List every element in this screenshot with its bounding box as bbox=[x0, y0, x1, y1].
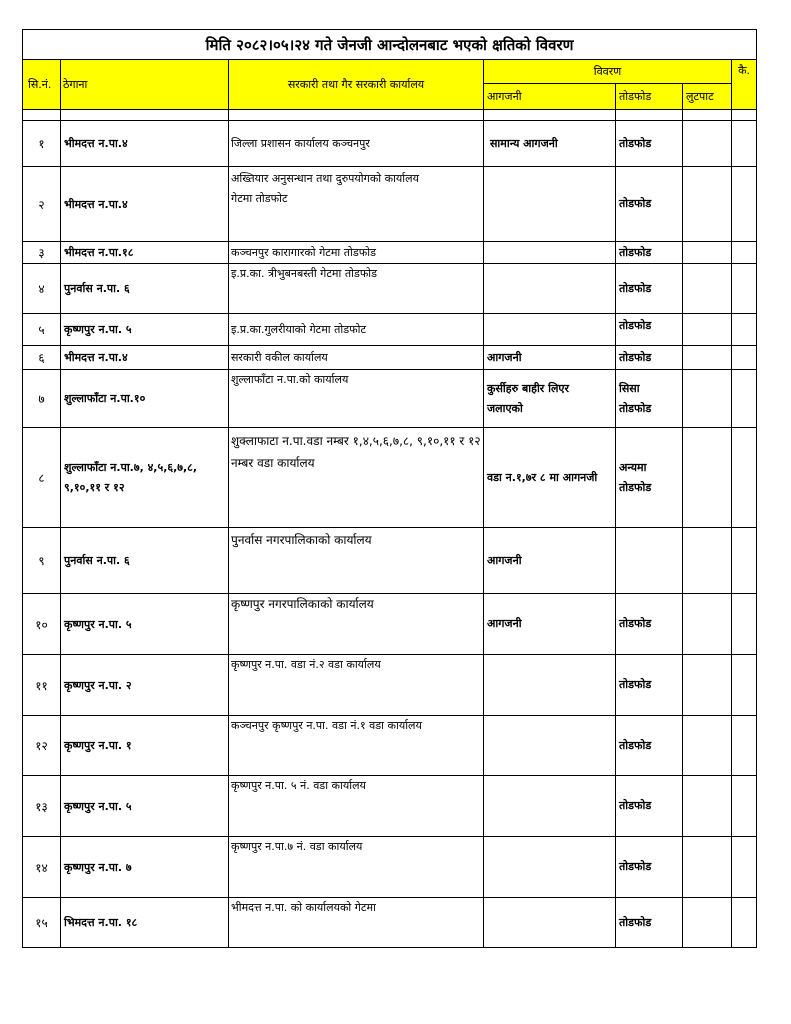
row-address: भिमदत्त न.पा. १८ bbox=[61, 898, 229, 948]
row-office: कृष्णपुर न.पा. ५ नं. वडा कार्यालय bbox=[229, 776, 484, 837]
table-row bbox=[23, 314, 757, 346]
row-arson: कुर्सीहरु बाहीर लिएर जलाएको bbox=[484, 370, 616, 428]
row-looting bbox=[683, 898, 732, 948]
damage-table bbox=[22, 29, 757, 948]
header-remarks: कै. bbox=[732, 60, 757, 110]
row-vandalism: तोडफोड bbox=[616, 242, 683, 264]
table-row bbox=[23, 242, 757, 264]
report-title: मिति २०८२।०५।२४ गते जेनजी आन्दोलनबाट भएको क्षतिको विवरण bbox=[23, 30, 757, 60]
row-looting bbox=[683, 314, 732, 346]
row-serial: ९ bbox=[23, 528, 61, 594]
row-serial: २ bbox=[23, 167, 61, 242]
row-serial: १ bbox=[23, 121, 61, 167]
table-row bbox=[23, 121, 757, 167]
row-serial: ५ bbox=[23, 314, 61, 346]
row-serial: १३ bbox=[23, 776, 61, 837]
row-serial: ७ bbox=[23, 370, 61, 428]
row-arson: आगजनी bbox=[484, 594, 616, 655]
row-remarks bbox=[732, 346, 757, 370]
row-looting bbox=[683, 428, 732, 528]
row-looting bbox=[683, 776, 732, 837]
row-serial: १२ bbox=[23, 716, 61, 776]
row-looting bbox=[683, 167, 732, 242]
row-vandalism: तोडफोड bbox=[616, 264, 683, 314]
row-looting bbox=[683, 264, 732, 314]
row-looting bbox=[683, 528, 732, 594]
row-arson bbox=[484, 314, 616, 346]
row-office: कञ्चनपुर कृष्णपुर न.पा. वडा नं.१ वडा कार्यालय bbox=[229, 716, 484, 776]
row-vandalism: तोडफोड bbox=[616, 898, 683, 948]
row-serial: ६ bbox=[23, 346, 61, 370]
row-office: इ.प्र.का. त्रीभुबनबस्ती गेटमा तोडफोड bbox=[229, 264, 484, 314]
row-remarks bbox=[732, 716, 757, 776]
row-serial: ११ bbox=[23, 655, 61, 716]
row-vandalism: तोडफोड bbox=[616, 594, 683, 655]
header-serial-number: सि.नं. bbox=[23, 60, 61, 110]
row-remarks bbox=[732, 655, 757, 716]
row-remarks bbox=[732, 528, 757, 594]
table-row bbox=[23, 346, 757, 370]
row-looting bbox=[683, 346, 732, 370]
table-row bbox=[23, 837, 757, 898]
row-address: कृष्णपुर न.पा. २ bbox=[61, 655, 229, 716]
table-row bbox=[23, 528, 757, 594]
row-vandalism: तोडफोड bbox=[616, 346, 683, 370]
row-remarks bbox=[732, 898, 757, 948]
row-vandalism: तोडफोड bbox=[616, 776, 683, 837]
table-row bbox=[23, 428, 757, 528]
row-serial: ८ bbox=[23, 428, 61, 528]
row-looting bbox=[683, 370, 732, 428]
row-office: अख्तियार अनुसन्धान तथा दुरुपयोगको कार्यालय गेटमा तोडफोट bbox=[229, 167, 484, 242]
row-address: भीमदत्त न.पा.४ bbox=[61, 121, 229, 167]
table-row bbox=[23, 264, 757, 314]
row-vandalism: तोडफोड bbox=[616, 167, 683, 242]
table-row bbox=[23, 167, 757, 242]
row-vandalism: तोडफोड bbox=[616, 716, 683, 776]
row-remarks bbox=[732, 428, 757, 528]
table-row bbox=[23, 898, 757, 948]
row-arson bbox=[484, 655, 616, 716]
header-vandalism: तोडफोड bbox=[616, 83, 683, 109]
row-remarks bbox=[732, 314, 757, 346]
row-address: कृष्णपुर न.पा. १ bbox=[61, 716, 229, 776]
row-remarks bbox=[732, 776, 757, 837]
row-arson: वडा न.१,७र ८ मा आगनजी bbox=[484, 428, 616, 528]
row-arson bbox=[484, 716, 616, 776]
header-details: विवरण bbox=[484, 60, 732, 84]
row-vandalism: तोडफोड bbox=[616, 121, 683, 167]
row-address: कृष्णपुर न.पा. ५ bbox=[61, 314, 229, 346]
row-office: सरकारी वकील कार्यालय bbox=[229, 346, 484, 370]
row-arson bbox=[484, 242, 616, 264]
row-vandalism: तोडफोड bbox=[616, 837, 683, 898]
row-address: कृष्णपुर न.पा. ७ bbox=[61, 837, 229, 898]
row-arson bbox=[484, 837, 616, 898]
row-office: पुनर्वास नगरपालिकाको कार्यालय bbox=[229, 528, 484, 594]
row-vandalism: सिसा तोडफोड bbox=[616, 370, 683, 428]
table-row bbox=[23, 370, 757, 428]
row-remarks bbox=[732, 167, 757, 242]
row-office: कञ्चनपुर कारागारको गेटमा तोडफोड bbox=[229, 242, 484, 264]
row-serial: ३ bbox=[23, 242, 61, 264]
header-address: ठेगाना bbox=[61, 60, 229, 110]
row-vandalism: तोडफोड bbox=[616, 655, 683, 716]
row-office: कृष्णपुर नगरपालिकाको कार्यालय bbox=[229, 594, 484, 655]
table-row bbox=[23, 594, 757, 655]
row-remarks bbox=[732, 264, 757, 314]
row-address: भीमदत्त न.पा.१८ bbox=[61, 242, 229, 264]
row-office: इ.प्र.का.गुलरीयाको गेटमा तोडफोट bbox=[229, 314, 484, 346]
header-office: सरकारी तथा गैर सरकारी कार्यालय bbox=[229, 60, 484, 110]
row-arson bbox=[484, 776, 616, 837]
row-address: पुनर्वास न.पा. ६ bbox=[61, 264, 229, 314]
row-office: शुल्लाफाँटा न.पा.को कार्यालय bbox=[229, 370, 484, 428]
table-row bbox=[23, 716, 757, 776]
row-looting bbox=[683, 716, 732, 776]
row-serial: १५ bbox=[23, 898, 61, 948]
row-office: भीमदत्त न.पा. को कार्यालयको गेटमा bbox=[229, 898, 484, 948]
row-address: कृष्णपुर न.पा. ५ bbox=[61, 776, 229, 837]
row-serial: १० bbox=[23, 594, 61, 655]
row-looting bbox=[683, 242, 732, 264]
row-looting bbox=[683, 837, 732, 898]
row-arson bbox=[484, 264, 616, 314]
row-arson: आगजनी bbox=[484, 528, 616, 594]
row-office: शुक्लाफाटा न.पा.वडा नम्बर १,४,५,६,७,८, ९,१०,११ र १२ नम्बर वडा कार्यालय bbox=[229, 428, 484, 528]
row-arson bbox=[484, 898, 616, 948]
header-looting: लुटपाट bbox=[683, 83, 732, 109]
table-row bbox=[23, 655, 757, 716]
row-remarks bbox=[732, 121, 757, 167]
row-looting bbox=[683, 655, 732, 716]
row-serial: ४ bbox=[23, 264, 61, 314]
row-looting bbox=[683, 594, 732, 655]
row-address: भीमदत्त न.पा.४ bbox=[61, 346, 229, 370]
row-arson: आगजनी bbox=[484, 346, 616, 370]
row-serial: १४ bbox=[23, 837, 61, 898]
row-remarks bbox=[732, 242, 757, 264]
row-office: कृष्णपुर न.पा. वडा नं.२ वडा कार्यालय bbox=[229, 655, 484, 716]
row-vandalism bbox=[616, 528, 683, 594]
row-arson bbox=[484, 167, 616, 242]
table-row bbox=[23, 776, 757, 837]
row-address: शुल्लाफाँटा न.पा.१० bbox=[61, 370, 229, 428]
row-address: कृष्णपुर न.पा. ५ bbox=[61, 594, 229, 655]
row-address: पुनर्वास न.पा. ६ bbox=[61, 528, 229, 594]
header-spacer-row bbox=[23, 110, 757, 121]
row-remarks bbox=[732, 594, 757, 655]
damage-report-sheet bbox=[22, 29, 756, 948]
row-vandalism: तोडफोड bbox=[616, 314, 683, 346]
row-vandalism: अन्यमा तोडफोड bbox=[616, 428, 683, 528]
row-remarks bbox=[732, 370, 757, 428]
row-office: जिल्ला प्रशासन कार्यालय कञ्चनपुर bbox=[229, 121, 484, 167]
row-arson: सामान्य आगजनी bbox=[484, 121, 616, 167]
row-looting bbox=[683, 121, 732, 167]
header-arson: आगजनी bbox=[484, 83, 616, 109]
row-address: भीमदत्त न.पा.४ bbox=[61, 167, 229, 242]
row-address: शुल्लाफाँटा न.पा.७, ४,५,६,७,८, ९,१०,११ र १२ bbox=[61, 428, 229, 528]
row-remarks bbox=[732, 837, 757, 898]
row-office: कृष्णपुर न.पा.७ नं. वडा कार्यालय bbox=[229, 837, 484, 898]
